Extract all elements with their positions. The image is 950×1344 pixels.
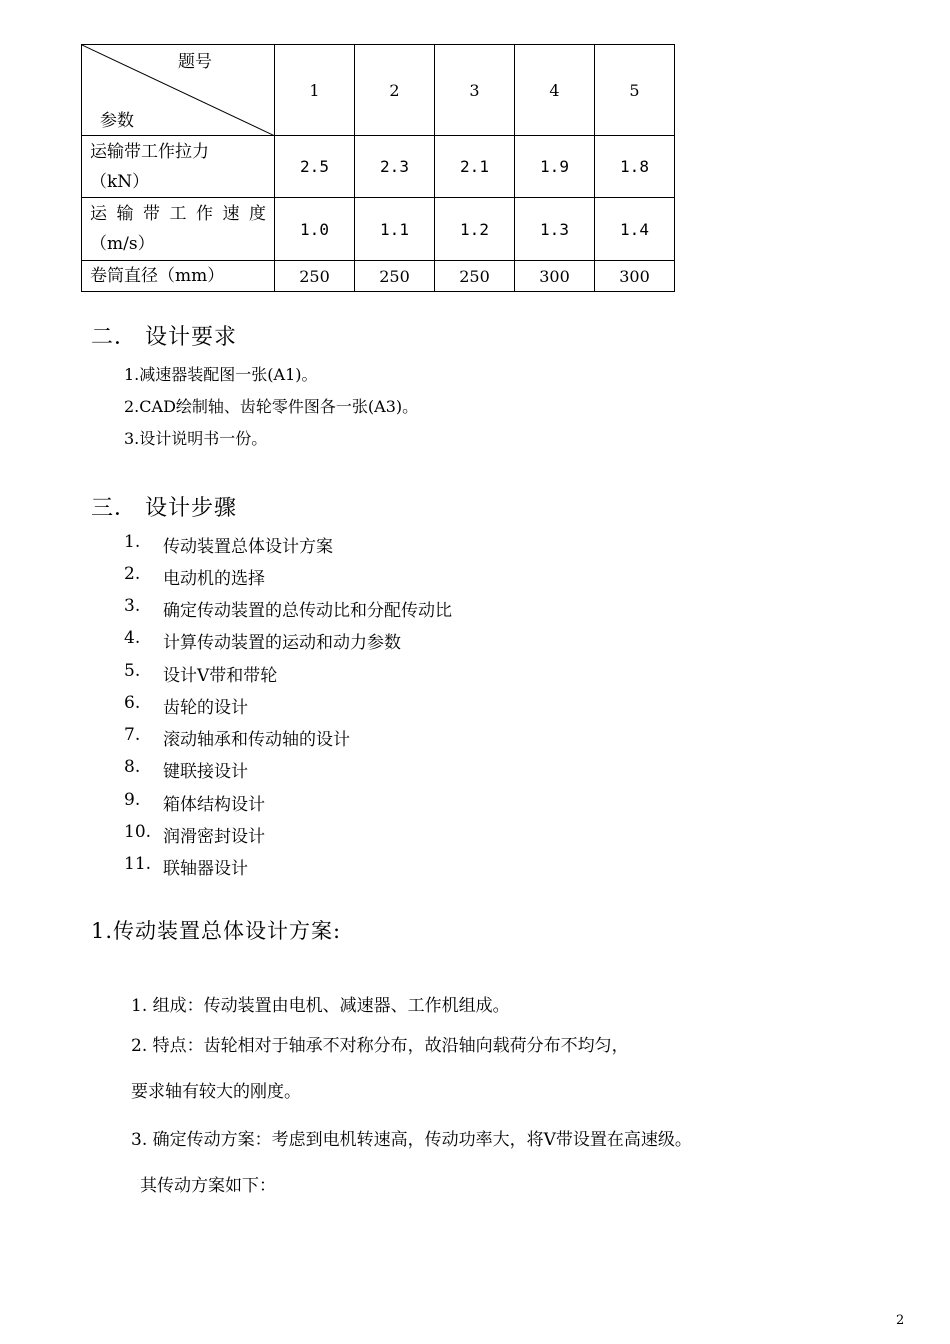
step-text: 联轴器设计 <box>163 859 248 879</box>
step-text: 键联接设计 <box>163 762 248 782</box>
diagonal-header-cell <box>82 45 275 136</box>
table-cell: 1.0 <box>275 198 355 261</box>
requirement-item: 3.设计说明书一份。 <box>124 429 268 448</box>
section-title-plan: 1.传动装置总体设计方案: <box>91 919 342 943</box>
label-char: 速 <box>222 204 240 224</box>
step-text: 润滑密封设计 <box>163 827 265 847</box>
paragraph-features-cont: 要求轴有较大的刚度。 <box>131 1082 301 1102</box>
label-char: 输 <box>116 204 134 224</box>
step-number: 11. <box>124 854 152 874</box>
column-header: 3 <box>435 45 515 136</box>
section-title-requirements: 二． 设计要求 <box>91 325 237 350</box>
table-cell: 1.3 <box>515 198 595 261</box>
table-cell: 300 <box>595 261 675 292</box>
table-cell: 1.8 <box>595 136 675 198</box>
table-row <box>82 198 675 261</box>
steps-list <box>124 532 624 892</box>
row-label-line1: 运输带工作拉力 <box>90 141 209 162</box>
table-cell: 1.1 <box>355 198 435 261</box>
parameter-table <box>81 44 675 292</box>
step-number: 5. <box>124 661 141 681</box>
header-parameter: 参数 <box>100 111 134 131</box>
step-number: 2. <box>124 564 141 584</box>
paragraph-scheme-intro: 其传动方案如下： <box>140 1176 276 1196</box>
row-label-line1 <box>90 199 274 229</box>
table-cell: 1.2 <box>435 198 515 261</box>
step-text: 传动装置总体设计方案 <box>163 537 333 557</box>
table-cell: 250 <box>275 261 355 292</box>
requirement-item: 2.CAD绘制轴、齿轮零件图各一张(A3)。 <box>124 397 419 416</box>
step-number: 10. <box>124 822 152 842</box>
step-text: 计算传动装置的运动和动力参数 <box>163 633 401 653</box>
column-header: 4 <box>515 45 595 136</box>
header-problem-number: 题号 <box>178 52 212 72</box>
table-cell: 2.1 <box>435 136 515 198</box>
label-char: 工 <box>169 204 187 224</box>
table-cell: 1.4 <box>595 198 675 261</box>
table-row <box>82 261 675 292</box>
step-text: 滚动轴承和传动轴的设计 <box>163 730 350 750</box>
row-label-line2: （m/s） <box>90 234 155 254</box>
table-cell: 250 <box>435 261 515 292</box>
step-number: 3. <box>124 596 141 616</box>
table-header-row <box>82 45 675 136</box>
row-label <box>82 136 275 198</box>
table-cell: 250 <box>355 261 435 292</box>
paragraph-composition: 1. 组成：传动装置由电机、减速器、工作机组成。 <box>131 996 510 1016</box>
step-number: 4. <box>124 628 141 648</box>
column-header: 5 <box>595 45 675 136</box>
requirement-item: 1.减速器装配图一张(A1)。 <box>124 365 318 384</box>
row-label <box>82 198 275 261</box>
step-number: 9. <box>124 790 141 810</box>
row-label-line2: （kN） <box>90 171 150 192</box>
step-text: 箱体结构设计 <box>163 795 265 815</box>
step-text: 设计V带和带轮 <box>163 666 278 686</box>
step-text: 电动机的选择 <box>163 569 265 589</box>
table-cell: 300 <box>515 261 595 292</box>
step-number: 1. <box>124 532 141 552</box>
table-cell: 2.5 <box>275 136 355 198</box>
paragraph-scheme: 3. 确定传动方案：考虑到电机转速高，传动功率大，将V带设置在高速级。 <box>131 1130 692 1150</box>
row-label: 卷筒直径（mm） <box>82 261 275 292</box>
label-char: 带 <box>143 204 160 224</box>
step-text: 确定传动装置的总传动比和分配传动比 <box>163 601 452 621</box>
step-number: 6. <box>124 693 141 713</box>
label-char: 度 <box>249 204 266 224</box>
table-row <box>82 136 675 198</box>
table-cell: 2.3 <box>355 136 435 198</box>
paragraph-features: 2. 特点：齿轮相对于轴承不对称分布，故沿轴向载荷分布不均匀， <box>131 1036 629 1056</box>
label-char: 作 <box>196 204 213 224</box>
column-header: 2 <box>355 45 435 136</box>
section-title-steps: 三． 设计步骤 <box>91 496 237 521</box>
step-text: 齿轮的设计 <box>163 698 248 718</box>
column-header: 1 <box>275 45 355 136</box>
step-number: 8. <box>124 757 141 777</box>
table-cell: 1.9 <box>515 136 595 198</box>
page-number: 2 <box>896 1313 905 1328</box>
step-number: 7. <box>124 725 141 745</box>
label-char: 运 <box>90 204 107 224</box>
